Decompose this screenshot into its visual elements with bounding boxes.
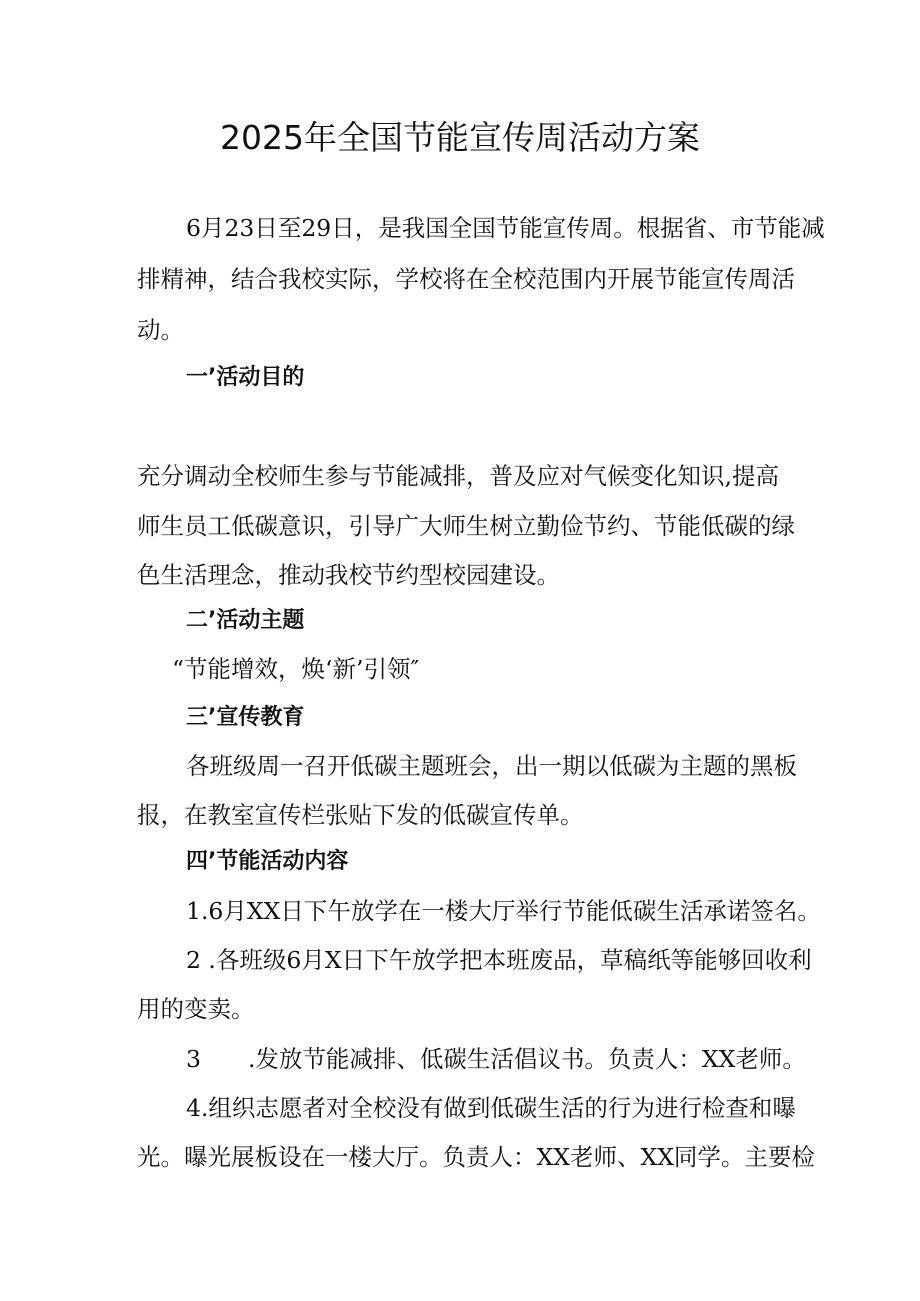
intro-line-1: 6月23日至29日，是我国全国节能宣传周。根据省、市节能减 bbox=[186, 214, 825, 242]
purpose-line-3: 色生活理念，推动我校节约型校园建设。 bbox=[137, 561, 560, 589]
activity-item-1: 1.6月XX日下午放学在一楼大厅举行节能低碳生活承诺签名。 bbox=[186, 897, 821, 925]
activity-item-2-cont: 用的变卖。 bbox=[137, 995, 255, 1023]
theme-line: “节能增效，焕‘新’引领″ bbox=[172, 655, 420, 683]
purpose-line-1: 充分调动全校师生参与节能减排，普及应对气候变化知识,提高 bbox=[137, 462, 779, 490]
education-line-2: 报，在教室宣传栏张贴下发的低碳宣传单。 bbox=[137, 801, 584, 829]
section-heading-activities: 四’节能活动内容 bbox=[186, 849, 349, 874]
activity-item-4-cont: 光。曝光展板设在一楼大厅。负责人：XX老师、XX同学。主要检 bbox=[137, 1143, 815, 1171]
intro-line-2: 排精神，结合我校实际，学校将在全校范围内开展节能宣传周活 bbox=[137, 265, 795, 293]
section-heading-purpose: 一’活动目的 bbox=[186, 365, 305, 390]
section-heading-education: 三’宣传教育 bbox=[186, 705, 305, 730]
section-heading-theme: 二’活动主题 bbox=[186, 608, 305, 633]
activity-item-2: 2 .各班级6月X日下午放学把本班废品，草稿纸等能够回收利 bbox=[186, 946, 812, 974]
activity-item-3: 3 .发放节能减排、低碳生活倡议书。负责人：XX老师。 bbox=[186, 1045, 806, 1073]
activity-item-4: 4.组织志愿者对全校没有做到低碳生活的行为进行检查和曝 bbox=[186, 1094, 796, 1122]
education-line-1: 各班级周一召开低碳主题班会，出一期以低碳为主题的黑板 bbox=[186, 752, 797, 780]
purpose-line-2: 师生员工低碳意识，引导广大师生树立勤俭节约、节能低碳的绿 bbox=[137, 512, 795, 540]
document-title: 2025年全国节能宣传周活动方案 bbox=[220, 118, 700, 157]
intro-line-3: 动。 bbox=[137, 316, 184, 344]
